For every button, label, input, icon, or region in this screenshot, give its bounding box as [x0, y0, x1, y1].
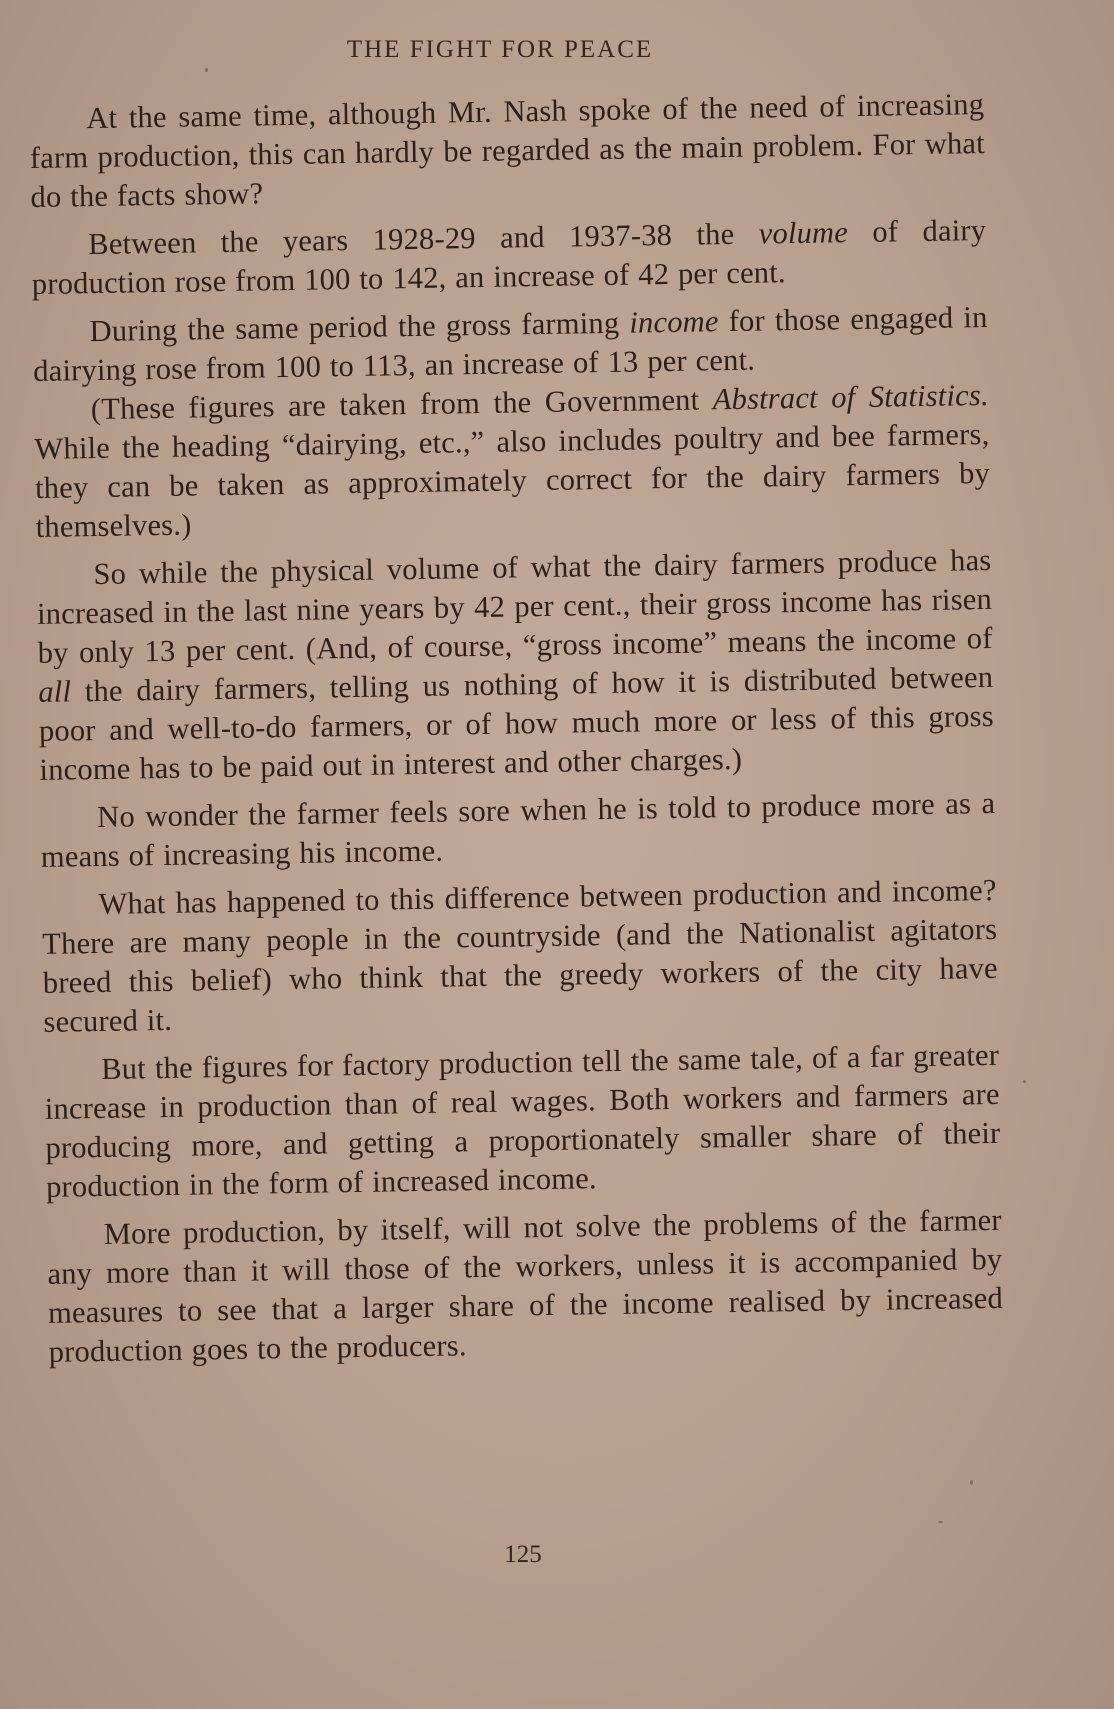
- paragraph: Between the years 1928-29 and 1937-38 the volume of dairy production rose from 100 to 142, an increase of 42 per cent.: [31, 212, 987, 301]
- paragraph: At the same time, although Mr. Nash spoke of the need of increasing farm production, this can hardly be regarded as the main problem. For what do the facts show?: [29, 86, 986, 214]
- italic-text: all: [38, 674, 72, 709]
- italic-text: income: [629, 304, 719, 340]
- paragraph: More production, by itself, will not solve the problems of the farmer any more than it will those of the workers, unless it is accompanied by measures to see that a larger share of the income realised by increased production goes to the producers.: [47, 1202, 1004, 1369]
- paragraph: What has happened to this difference between production and income? There are many people in the countryside (and the Nationalist agitators breed this belief) who think that the greedy workers of the city have secured it.: [41, 872, 999, 1039]
- ink-speck: [938, 1521, 943, 1523]
- page-number: 125: [504, 1541, 542, 1568]
- ink-speck: [1023, 1080, 1026, 1083]
- paragraph: During the same period the gross farming income for those engaged in dairying rose from 100 to 113, an increase of 13 per cent.: [32, 299, 988, 388]
- paragraph: No wonder the farmer feels sore when he is told to produce more as a means of increasing his income.: [40, 785, 996, 874]
- paragraph: So while the physical volume of what the dairy farmers produce has increased in the last nine years by 42 per cent., their gross income has risen by only 13 per cent. (And, of course, “gross income” means the income of all the dairy farmers, telling us nothing of how it is distributed between poor and well-to-do farmers, or of how much more or less of this gross income has to be paid out in interest and other charges.): [36, 542, 995, 787]
- running-head: THE FIGHT FOR PEACE: [346, 36, 654, 63]
- italic-text: Abstract of Statistics.: [712, 377, 990, 417]
- body-text: [29, 85, 1004, 1372]
- ink-speck: [970, 1480, 973, 1485]
- italic-text: volume: [758, 215, 849, 251]
- paragraph: But the figures for factory production tell the same tale, of a far greater increase in production than of real wages. Both workers and farmers are producing more, and getting a proportionately smaller share of their production in the form of increased income.: [44, 1037, 1001, 1204]
- ink-speck: [205, 68, 208, 72]
- paragraph: (These figures are taken from the Government Abstract of Statistics. While the heading “dairying, etc.,” also includes poultry and bee farmers, they can be taken as approximately correct for the dairy farmers by themselves.): [34, 377, 991, 544]
